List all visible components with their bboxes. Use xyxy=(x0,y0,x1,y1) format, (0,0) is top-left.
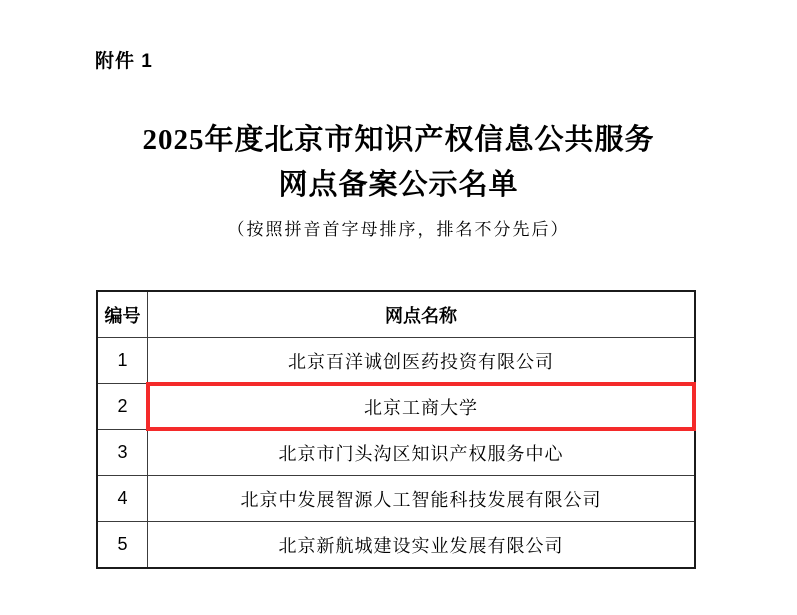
service-point-name: 北京新航城建设实业发展有限公司 xyxy=(278,535,564,556)
document-title-line-1: 2025年度北京市知识产权信息公共服务 xyxy=(142,124,655,156)
table-cell-name xyxy=(148,430,696,476)
table-cell-name xyxy=(148,338,696,384)
table-cell-number: 4 xyxy=(97,476,148,522)
service-point-name: 北京市门头沟区知识产权服务中心 xyxy=(278,443,564,464)
document-title-line-2: 网点备案公示名单 xyxy=(278,169,519,201)
table-cell-name xyxy=(148,476,696,522)
column-header-number: 编号 xyxy=(97,291,148,338)
document-title xyxy=(0,118,797,208)
service-point-name: 北京百洋诚创医药投资有限公司 xyxy=(288,351,554,372)
table-cell-name xyxy=(148,522,696,569)
service-point-name: 北京中发展智源人工智能科技发展有限公司 xyxy=(240,489,602,510)
table-cell-number: 1 xyxy=(97,338,148,384)
table-cell-number: 2 xyxy=(97,384,148,430)
service-points-table xyxy=(96,290,696,569)
table-row xyxy=(97,522,695,569)
table-cell-number: 3 xyxy=(97,430,148,476)
table-header-row xyxy=(97,291,695,338)
sort-order-note: （按照拼音首字母排序，排名不分先后） xyxy=(227,220,570,239)
table-row xyxy=(97,384,695,430)
table-row xyxy=(97,430,695,476)
attachment-label: 附件 1 xyxy=(95,51,153,72)
table-row xyxy=(97,476,695,522)
service-point-name: 北京工商大学 xyxy=(364,397,478,418)
column-header-name: 网点名称 xyxy=(148,291,696,338)
table-cell-number: 5 xyxy=(97,522,148,569)
table-row xyxy=(97,338,695,384)
table-cell-name xyxy=(148,384,696,430)
